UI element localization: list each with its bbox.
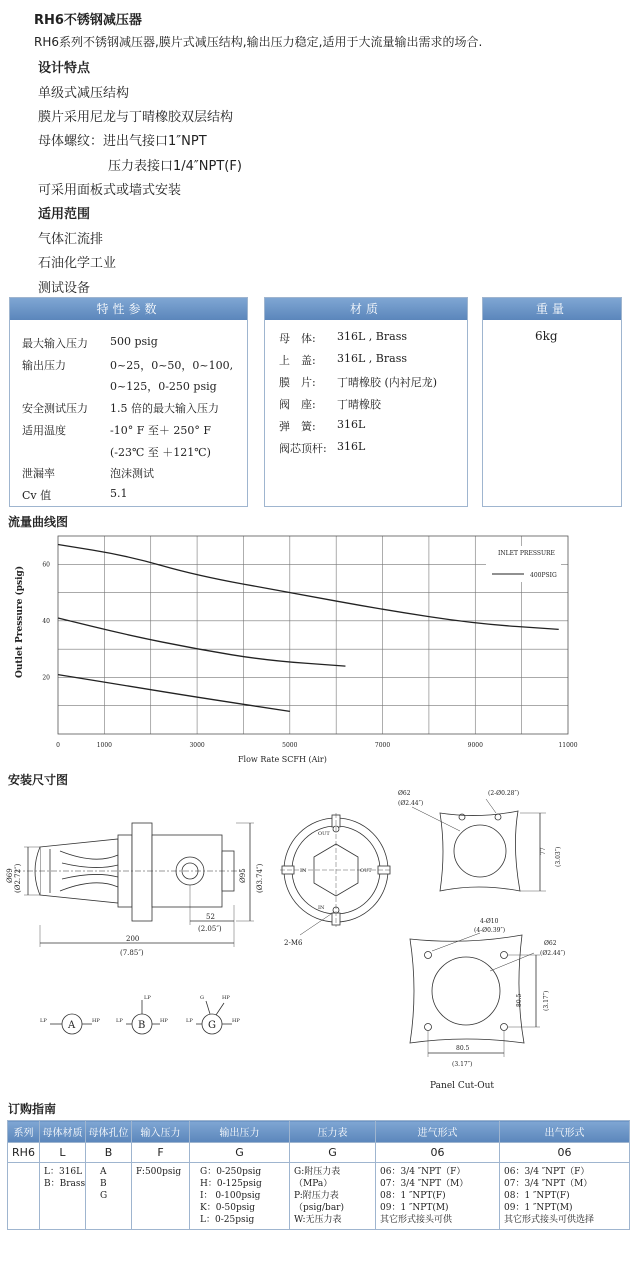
port-letter-a: A (68, 1020, 76, 1031)
dim-h805: 80.5 (516, 993, 523, 1007)
material-label: 上 盖: (279, 354, 316, 367)
y-tick-label: 20 (42, 674, 50, 682)
order-options-col-7 (500, 1163, 630, 1230)
order-options-col-1 (40, 1163, 86, 1230)
option-item: 06：3/4 ″NPT（F） (504, 1167, 590, 1177)
option-item: 06：3/4 ″NPT（F） (380, 1167, 466, 1177)
application-heading: 适用范围 (38, 207, 91, 222)
y-tick-label: 60 (42, 561, 50, 569)
dim-d62a-in: (Ø2.44″) (398, 800, 424, 807)
install-section-title: 安装尺寸图 (8, 773, 69, 787)
option-item: （MPa） (294, 1179, 333, 1189)
dim-holes7: (2-Ø0.28″) (488, 790, 520, 797)
y-axis-label: Outlet Pressure (psig) (15, 565, 25, 678)
option-item: 其它形式接头可供 (380, 1215, 453, 1225)
spec-value: 1.5 倍的最大输入压力 (110, 402, 219, 415)
option-item: H：0-125psig (200, 1179, 262, 1189)
option-item: 07：3/4 ″NPT（M） (504, 1179, 593, 1189)
dim-52: 52 (206, 913, 215, 921)
port-b-lp-top: LP (144, 995, 151, 1001)
port-g-hp-top: HP (222, 995, 230, 1001)
dim-d69-in: (Ø2.72″) (14, 863, 22, 893)
order-header: 母体孔位 (86, 1121, 132, 1143)
legend-title: INLET PRESSURE (498, 550, 555, 557)
order-header: 进气形式 (376, 1121, 500, 1143)
order-options-col-5 (290, 1163, 376, 1230)
order-table (7, 1120, 629, 1230)
spec-label: 安全测试压力 (22, 402, 88, 415)
port-b-hp: HP (160, 1018, 168, 1024)
port-g-lp: LP (186, 1018, 193, 1024)
dim-d62a: Ø62 (398, 790, 411, 797)
dim-d95-in: (Ø3.74″) (256, 863, 264, 893)
option-item: P:附压力表 (294, 1191, 339, 1201)
material-panel-title: 材质 (265, 298, 467, 320)
order-header: 压力表 (290, 1121, 376, 1143)
option-item: 08：1 ″NPT(F) (380, 1191, 446, 1201)
spec-value: 0~25，0~50，0~100, (110, 359, 234, 372)
design-item: 可采用面板式或墙式安装 (38, 183, 182, 198)
order-code: 06 (500, 1143, 630, 1163)
series-line-1 (58, 618, 345, 666)
port-letter-b: B (138, 1020, 146, 1031)
design-item: 压力表接口1/4″NPT(F) (108, 159, 242, 174)
order-code: 06 (376, 1143, 500, 1163)
material-label: 母 体: (279, 332, 316, 345)
order-header-row (8, 1121, 630, 1143)
port-b-lp-left: LP (116, 1018, 123, 1024)
x-tick-label: 0 (56, 742, 60, 749)
flow-section-title: 流量曲线图 (8, 515, 69, 529)
port-g-hp-right: HP (232, 1018, 240, 1024)
option-item: G:附压力表 (294, 1167, 341, 1177)
option-item: 07：3/4 ″NPT（M） (380, 1179, 469, 1189)
option-item: G：0-250psig (200, 1167, 262, 1177)
spec-value: 500 psig (110, 335, 158, 348)
front-view (280, 813, 392, 935)
dim-holes10: 4-Ø10 (480, 918, 499, 925)
order-code: G (190, 1143, 290, 1163)
design-item: 母体螺纹：进出气接口1″NPT (38, 134, 207, 149)
dim-h77-in: (3.03″) (555, 846, 562, 867)
order-code-row (8, 1143, 630, 1163)
dim-200-in: (7.85″) (120, 949, 144, 957)
option-item: 09：1 ″NPT(M) (504, 1203, 573, 1213)
option-item: B (100, 1179, 107, 1189)
order-header: 系列 (8, 1121, 40, 1143)
option-item: A (100, 1167, 107, 1177)
x-tick-label: 7000 (374, 742, 391, 749)
dim-d69: Ø69 (6, 868, 14, 883)
weight-panel (482, 297, 622, 507)
material-value: 316L , Brass (337, 352, 407, 365)
option-item: L：316L (44, 1167, 83, 1177)
material-label: 膜 片: (279, 376, 316, 389)
label-in-bottom: IN (318, 905, 325, 911)
option-item: K：0-50psig (200, 1203, 255, 1213)
option-item: G (100, 1191, 108, 1201)
order-options-col-2 (86, 1163, 132, 1230)
material-value: 丁晴橡胶 (内衬尼龙) (337, 376, 438, 389)
port-a-hp: HP (92, 1018, 100, 1024)
weight-value: 6kg (535, 329, 558, 343)
spec-label: 输出压力 (22, 359, 66, 372)
dim-h77: 77 (540, 847, 547, 855)
x-tick-label: 5000 (282, 742, 298, 749)
design-item: 单级式减压结构 (38, 86, 130, 101)
y-tick-label: 40 (42, 617, 50, 625)
order-header: 母体材质 (40, 1121, 86, 1143)
spec-label: 泄漏率 (22, 467, 55, 480)
port-a-lp: LP (40, 1018, 47, 1024)
label-out-right: OUT (360, 868, 372, 874)
install-drawing (0, 785, 633, 1095)
order-code: B (86, 1143, 132, 1163)
dim-d62b: Ø62 (544, 940, 557, 947)
dim-m6: 2-M6 (284, 939, 303, 947)
x-tick-label: 1000 (96, 742, 113, 749)
option-item: 其它形式接头可供选择 (504, 1215, 595, 1225)
series-line-0 (58, 544, 559, 629)
material-value: 316L (337, 440, 366, 453)
product-title: RH6不锈钢减压器 (34, 13, 142, 28)
spec-label: 适用温度 (22, 424, 66, 437)
option-item: 08：1 ″NPT(F) (504, 1191, 570, 1201)
dim-200: 200 (126, 935, 140, 943)
port-letter-g: G (208, 1020, 216, 1031)
option-item: B：Brass (44, 1179, 86, 1189)
material-value: 丁晴橡胶 (337, 398, 381, 411)
application-item: 测试设备 (38, 281, 91, 296)
spec-label: 最大输入压力 (22, 337, 88, 350)
order-options-col-6 (376, 1163, 500, 1230)
product-description: RH6系列不锈钢减压器,膜片式减压结构,输出压力稳定,适用于大流量输出需求的场合. (34, 35, 483, 49)
spec-value: 0~125，0-250 psig (110, 380, 217, 393)
application-item: 气体汇流排 (38, 232, 104, 247)
specs-panel-title: 特性参数 (10, 298, 247, 320)
order-header: 出气形式 (500, 1121, 630, 1143)
order-code: RH6 (8, 1143, 40, 1163)
label-in: IN (300, 868, 307, 874)
application-item: 石油化学工业 (38, 256, 117, 271)
option-item: I： 0-100psig (200, 1191, 261, 1201)
dim-52-in: (2.05″) (198, 925, 222, 933)
dim-w805-in: (3.17″) (452, 1061, 473, 1068)
weight-panel-title: 重量 (483, 298, 621, 320)
order-code: F (132, 1143, 190, 1163)
dim-d95: Ø95 (239, 868, 247, 883)
order-section-title: 订购指南 (8, 1102, 57, 1116)
option-item: 09：1 ″NPT(M) (380, 1203, 449, 1213)
specs-panel (9, 297, 248, 507)
order-code: G (290, 1143, 376, 1163)
port-g-g: G (200, 995, 204, 1001)
x-tick-label: 11000 (558, 742, 578, 749)
order-options-row (8, 1163, 630, 1230)
option-item: （psig/bar) (294, 1203, 344, 1213)
spec-label: Cv 值 (22, 489, 52, 502)
x-axis-label: Flow Rate SCFH (Air) (238, 755, 327, 764)
spec-value: (-23℃ 至 ＋121℃) (110, 446, 211, 459)
material-label: 阀芯顶杆: (279, 442, 327, 455)
order-options-col-0 (8, 1163, 40, 1230)
dim-w805: 80.5 (456, 1045, 470, 1052)
material-value: 316L , Brass (337, 330, 407, 343)
option-item: L：0-25psig (200, 1215, 255, 1225)
order-options-col-3 (132, 1163, 190, 1230)
x-tick-label: 9000 (467, 742, 483, 749)
material-value: 316L (337, 418, 366, 431)
option-item: W:无压力表 (294, 1215, 342, 1225)
option-item: F:500psig (136, 1167, 182, 1177)
dim-d62b-in: (Ø2.44″) (540, 950, 566, 957)
order-options-col-4 (190, 1163, 290, 1230)
material-panel (264, 297, 468, 507)
material-label: 阀 座: (279, 398, 316, 411)
order-header: 输出压力 (190, 1121, 290, 1143)
order-header: 输入压力 (132, 1121, 190, 1143)
design-item: 膜片采用尼龙与丁晴橡胶双层结构 (38, 110, 234, 125)
panel-cutout-label: Panel Cut-Out (430, 1081, 495, 1091)
legend-entry: 400PSIG (530, 572, 557, 579)
dim-holes10-in: (4-Ø0.39″) (474, 927, 506, 934)
spec-value: 5.1 (110, 487, 128, 500)
spec-value: 泡沫测试 (110, 467, 154, 480)
order-code: L (40, 1143, 86, 1163)
wall-mount-view (412, 799, 546, 891)
material-label: 弹 簧: (279, 420, 316, 433)
flow-chart (0, 528, 633, 773)
label-out: OUT (318, 831, 330, 837)
design-heading: 设计特点 (38, 61, 91, 76)
spec-value: -10° F 至＋ 250° F (110, 424, 211, 437)
x-tick-label: 3000 (189, 742, 205, 749)
dim-h805-in: (3.17″) (543, 990, 550, 1011)
